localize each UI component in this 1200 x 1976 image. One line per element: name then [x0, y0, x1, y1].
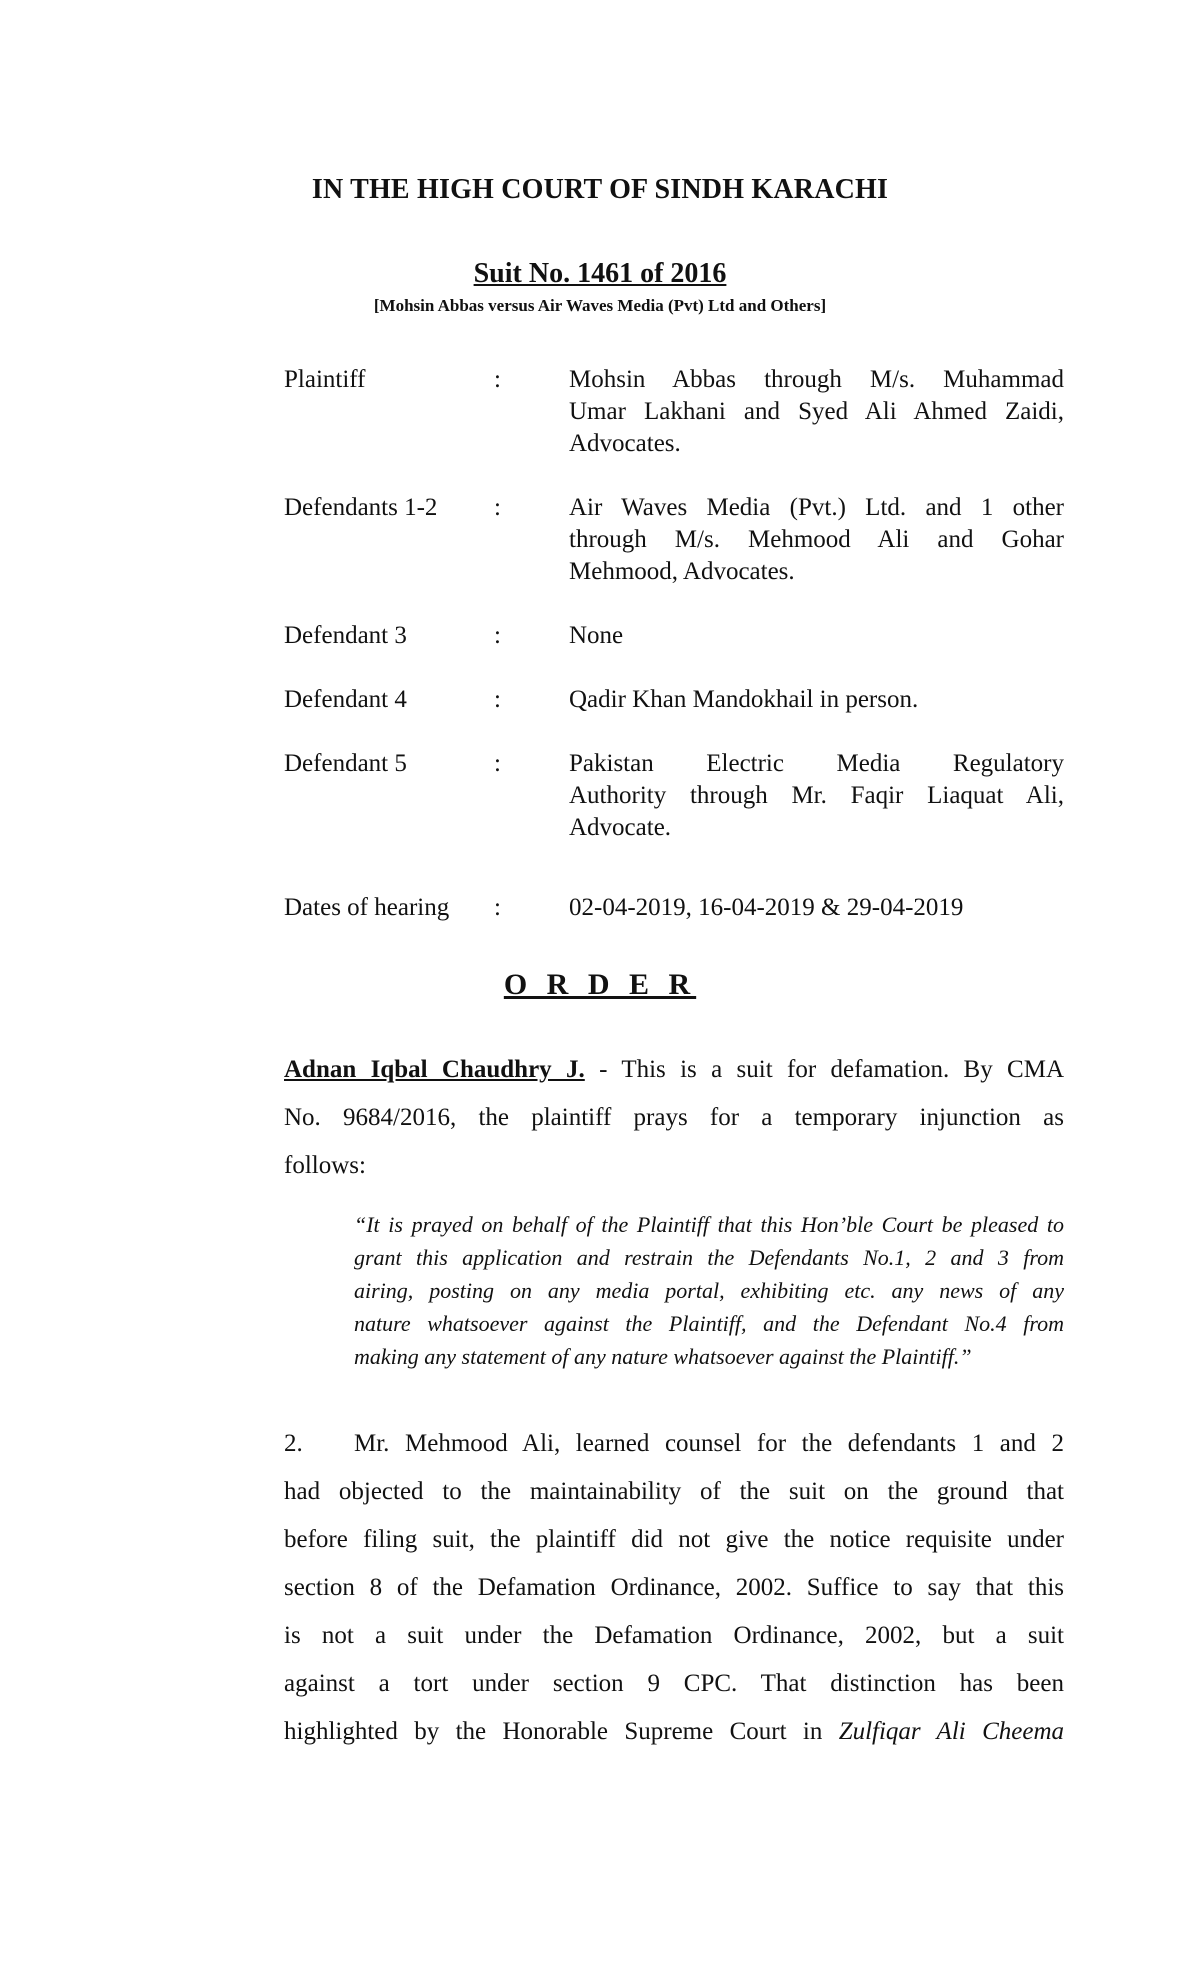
party-colon: : [494, 494, 501, 521]
party-label: Defendant 3 [284, 622, 407, 649]
paragraph-line: follows: [284, 1152, 366, 1179]
party-colon: : [494, 750, 501, 777]
party-value [569, 620, 1064, 652]
paragraph-text: Mr. Mehmood Ali, learned counsel for the defendants 1 and 2 [354, 1430, 1064, 1457]
party-value-line: Mehmood, Advocates. [569, 558, 795, 585]
party-value-line: Pakistan Electric Media Regulatory [569, 750, 1064, 777]
prayer-quote [354, 1208, 1064, 1373]
paragraph-line: section 8 of the Defamation Ordinance, 2002. Suffice to say that this [284, 1574, 1064, 1601]
party-label: Defendant 5 [284, 750, 407, 777]
quote-line: “It is prayed on behalf of the Plaintiff that this Hon’ble Court be pleased to [354, 1212, 1064, 1237]
party-value-line: Advocate. [569, 814, 672, 841]
party-value-line: Air Waves Media (Pvt.) Ltd. and 1 other [569, 494, 1064, 521]
paragraph-line: against a tort under section 9 CPC. That distinction has been [284, 1670, 1064, 1697]
party-value [569, 364, 1064, 460]
paragraph-line [284, 1046, 1064, 1094]
party-value-line: Authority through Mr. Faqir Liaquat Ali, [569, 782, 1064, 809]
party-value-line: Umar Lakhani and Syed Ali Ahmed Zaidi, [569, 398, 1064, 425]
party-label: Defendants 1-2 [284, 494, 438, 521]
paragraph-line [284, 1420, 1064, 1468]
paragraph-line: No. 9684/2016, the plaintiff prays for a temporary injunction as [284, 1104, 1064, 1131]
party-value [569, 492, 1064, 588]
paragraph-line: is not a suit under the Defamation Ordinance, 2002, but a suit [284, 1622, 1064, 1649]
party-value-line: Mohsin Abbas through M/s. Muhammad [569, 366, 1064, 393]
court-title: IN THE HIGH COURT OF SINDH KARACHI [311, 174, 889, 205]
paragraph-line: before filing suit, the plaintiff did not give the notice requisite under [284, 1526, 1064, 1553]
party-colon: : [494, 686, 501, 713]
case-citation: Zulfiqar Ali Cheema [838, 1718, 1064, 1745]
quote-line: airing, posting on any media portal, exhibiting etc. any news of any [354, 1278, 1064, 1303]
paragraph-line: had objected to the maintainability of the suit on the ground that [284, 1478, 1064, 1505]
party-value [569, 684, 1064, 716]
party-label: Plaintiff [284, 366, 366, 393]
party-colon: : [494, 894, 501, 921]
judge-name: Adnan Iqbal Chaudhry J. [284, 1056, 585, 1083]
paragraph-number: 2. [284, 1430, 303, 1457]
paragraph-line [284, 1708, 1064, 1756]
party-value [569, 892, 1064, 924]
quote-line: making any statement of any nature whatsoever against the Plaintiff.” [354, 1344, 972, 1369]
party-value [569, 748, 1064, 844]
paragraph-1 [284, 1046, 1064, 1190]
order-heading: O R D E R [503, 968, 697, 1001]
quote-line: nature whatsoever against the Plaintiff, and the Defendant No.4 from [354, 1311, 1064, 1336]
party-label: Defendant 4 [284, 686, 407, 713]
quote-line: grant this application and restrain the Defendants No.1, 2 and 3 from [354, 1245, 1064, 1270]
party-value-line: Qadir Khan Mandokhail in person. [569, 686, 919, 713]
paragraph-text: highlighted by the Honorable Supreme Court in [284, 1718, 839, 1745]
party-value-line: through M/s. Mehmood Ali and Gohar [569, 526, 1064, 553]
party-value-line: Advocates. [569, 430, 681, 457]
party-colon: : [494, 622, 501, 649]
party-label: Dates of hearing [284, 894, 450, 921]
paragraph-text: - This is a suit for defamation. By CMA [584, 1056, 1064, 1083]
party-colon: : [494, 366, 501, 393]
paragraph-2 [284, 1420, 1064, 1756]
party-value-line: None [569, 622, 624, 649]
party-value-line: 02-04-2019, 16-04-2019 & 29-04-2019 [569, 894, 964, 921]
suit-number: Suit No. 1461 of 2016 [473, 258, 727, 289]
suit-parties: [Mohsin Abbas versus Air Waves Media (Pvt) Ltd and Others] [373, 296, 827, 315]
